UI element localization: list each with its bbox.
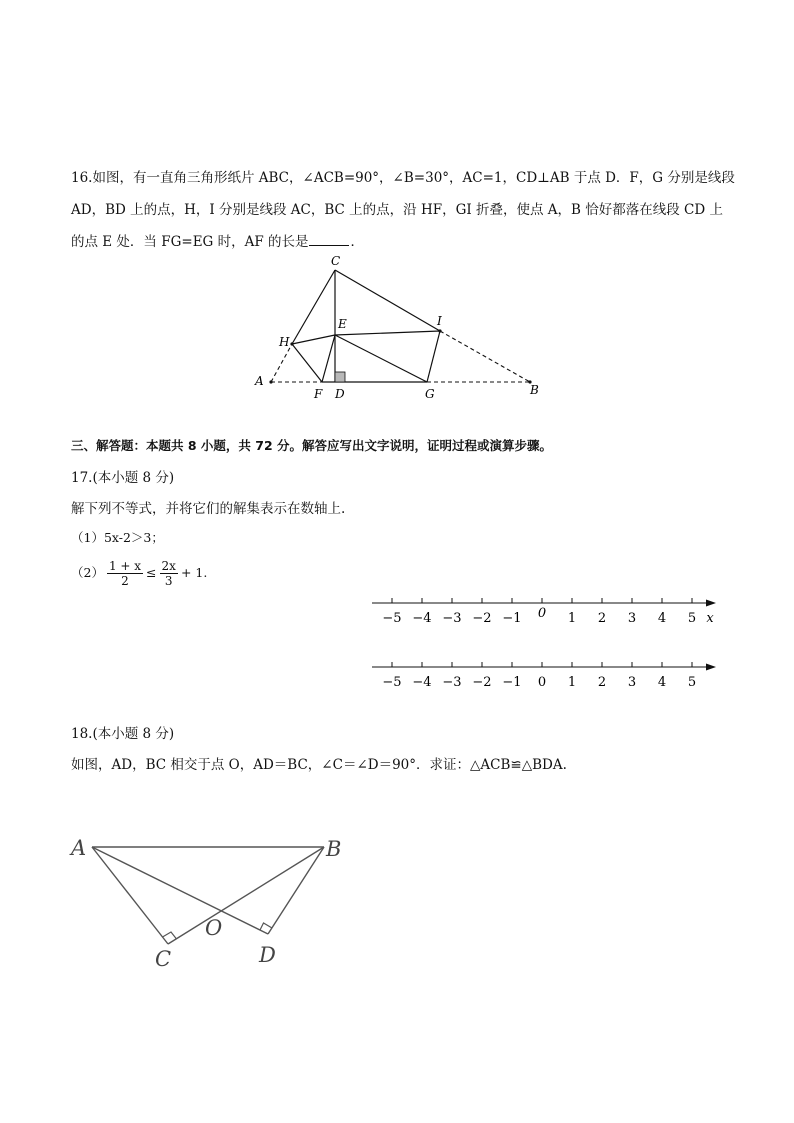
dashed-segment-IB bbox=[440, 331, 530, 382]
number-line-1 bbox=[372, 598, 716, 626]
segment-AD bbox=[92, 847, 268, 934]
axis-tick-label: −3 bbox=[442, 675, 462, 690]
q18-figure bbox=[65, 830, 355, 975]
axis-tick-label: 0 bbox=[537, 675, 547, 690]
axis-tick-label: −4 bbox=[412, 611, 432, 626]
axis-tick-label: −1 bbox=[502, 675, 522, 690]
segment-GI bbox=[427, 331, 440, 382]
axis-tick-label: −1 bbox=[502, 611, 522, 626]
right-angle-mark-D bbox=[335, 372, 345, 382]
axis-tick-label: −2 bbox=[472, 611, 492, 626]
segment-AC bbox=[92, 847, 168, 944]
label-C: C bbox=[155, 947, 172, 971]
axis-tick-label: 5 bbox=[687, 611, 697, 626]
axis-tick-label: −4 bbox=[412, 675, 432, 690]
q17-part-1: （1）5x-2＞3； bbox=[71, 530, 164, 545]
label-H: H bbox=[279, 335, 290, 349]
label-B: B bbox=[530, 383, 539, 397]
fraction-1 bbox=[107, 559, 143, 588]
q16-line-2: AD，BD 上的点，H，I 分别是线段 AC，BC 上的点，沿 HF，GI 折叠，使点 A，B 恰好都落在线段 CD 上 bbox=[71, 202, 723, 218]
answer-blank[interactable] bbox=[309, 233, 349, 246]
q18-header: 18.(本小题 8 分) bbox=[71, 726, 175, 742]
axis-tick-label: 0 bbox=[537, 606, 547, 621]
axis-tick-label: −5 bbox=[382, 675, 402, 690]
axis-tick-label: 3 bbox=[627, 611, 637, 626]
q17-header: 17.(本小题 8 分) bbox=[71, 470, 175, 486]
fraction-2 bbox=[160, 559, 178, 588]
axis-tick-label: 1 bbox=[567, 675, 577, 690]
label-G: G bbox=[425, 387, 435, 401]
q16-line-3 bbox=[71, 230, 364, 250]
dashed-segment-AH bbox=[271, 344, 292, 382]
q16-triangle-figure bbox=[250, 252, 550, 402]
label-C: C bbox=[331, 254, 341, 268]
q16-line-3-text: 的点 E 处．当 FG=EG 时，AF 的长是 bbox=[71, 234, 309, 250]
q17-part-2-prefix: （2） bbox=[71, 565, 104, 580]
number-lines bbox=[360, 590, 740, 700]
q16-line-3-end: ． bbox=[350, 234, 365, 250]
axis-tick-label: −2 bbox=[472, 675, 492, 690]
axis-tick-label: 5 bbox=[687, 675, 697, 690]
relation-sign: ≤ bbox=[146, 565, 157, 580]
fraction-2-denominator: 3 bbox=[164, 574, 173, 588]
arrow-right-icon bbox=[706, 664, 716, 671]
axis-tick-label: 4 bbox=[657, 611, 667, 626]
segment-BD bbox=[268, 847, 324, 934]
label-D: D bbox=[335, 387, 345, 401]
axis-tick-label: 2 bbox=[597, 675, 607, 690]
section-3-heading: 三、解答题：本题共 8 小题，共 72 分。解答应写出文字说明，证明过程或演算步骤。 bbox=[71, 438, 553, 453]
label-B: B bbox=[326, 837, 342, 861]
q17-part-2 bbox=[71, 559, 207, 588]
axis-tick-label: 3 bbox=[627, 675, 637, 690]
number-line-2 bbox=[372, 662, 716, 690]
segment-CH bbox=[292, 270, 335, 344]
segment-HF bbox=[292, 344, 322, 382]
segment-CI bbox=[335, 270, 440, 331]
label-D: D bbox=[259, 943, 276, 967]
q17-instruction: 解下列不等式，并将它们的解集表示在数轴上. bbox=[71, 501, 346, 517]
axis-tick-label: −3 bbox=[442, 611, 462, 626]
label-F: F bbox=[314, 387, 323, 401]
label-I: I bbox=[437, 314, 442, 328]
axis-variable-label: x bbox=[706, 611, 714, 626]
axis-tick-label: 4 bbox=[657, 675, 667, 690]
fraction-2-numerator: 2x bbox=[161, 559, 176, 573]
axis-tick-label: 1 bbox=[567, 611, 577, 626]
segment-HE bbox=[292, 335, 335, 344]
q18-statement: 如图，AD，BC 相交于点 O，AD＝BC，∠C＝∠D＝90°．求证：△ACB≌△BDA. bbox=[71, 757, 567, 773]
label-E: E bbox=[338, 317, 347, 331]
label-A: A bbox=[255, 374, 264, 388]
segment-EG bbox=[335, 335, 427, 382]
right-angle-mark-D bbox=[260, 923, 272, 930]
axis-tick-label: −5 bbox=[382, 611, 402, 626]
fraction-1-numerator: 1 + x bbox=[108, 559, 142, 573]
segment-EI bbox=[335, 331, 440, 335]
q16-line-1: 16.如图，有一直角三角形纸片 ABC，∠ACB=90°，∠B=30°，AC=1，CD⊥AB 于点 D．F，G 分别是线段 bbox=[71, 170, 735, 186]
segment-FE bbox=[322, 335, 335, 382]
arrow-right-icon bbox=[706, 600, 716, 607]
label-A: A bbox=[71, 836, 87, 860]
axis-tick-label: 2 bbox=[597, 611, 607, 626]
label-O: O bbox=[205, 916, 223, 940]
q17-part-2-tail: + 1. bbox=[180, 565, 208, 580]
right-angle-mark-C bbox=[163, 932, 177, 939]
fraction-1-denominator: 2 bbox=[121, 574, 129, 588]
